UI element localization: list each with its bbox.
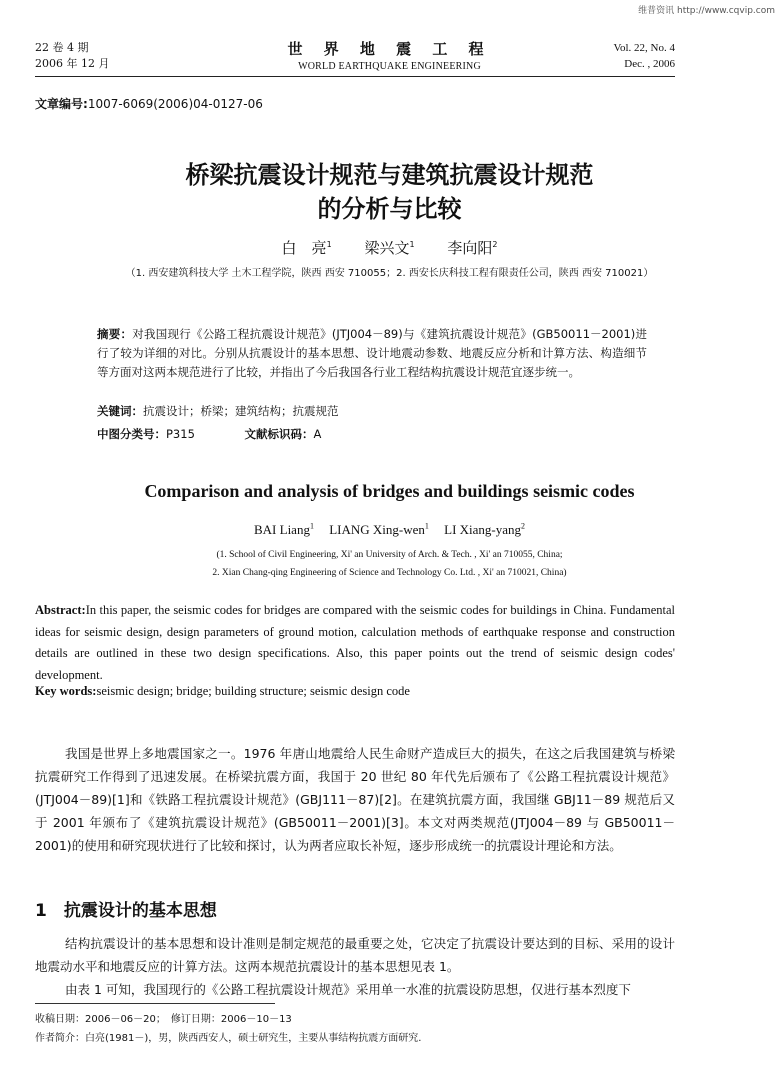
keywords-text-en: seismic design; bridge; building structure; seismic design code (96, 684, 410, 698)
journal-name-cn: 世 界 地 震 工 程 (287, 40, 492, 58)
keywords-label-en: Key words: (35, 684, 97, 698)
section-paragraph: 由表 1 可知，我国现行的《公路工程抗震设计规范》采用单一水准的抗震设防思想，仅进行基本烈度下 (65, 982, 631, 997)
author-en: LIANG Xing-wen$^1$ (329, 522, 429, 538)
abstract-label-en: Abstract: (35, 603, 86, 617)
clc-label: 中图分类号： (97, 427, 166, 441)
section-paragraph: 结构抗震设计的基本思想和设计准则是制定规范的最重要之处，它决定了抗震设计要达到的目标、采用的设计地震动水平和地震反应的计算方法。这两本规范抗震设计的基本思想见表 1。 (35, 936, 675, 974)
intro-paragraph: 我国是世界上多地震国家之一。1976 年唐山地震给人民生命财产造成巨大的损失，在这之后我国建筑与桥梁抗震研究工作得到了迅速发展。在桥梁抗震方面，我国于 20 世纪 80 年代先后颁布了《公路工程抗震设计规范》(JTJ004－89)[1]和《铁路工程抗震设计规范》(GBJ111－87)[2]。在建筑抗震方面，我国继 GBJ11－89 规范后又于 2001 年颁布了《建筑抗震设计规范》(GB50011－2001)[3]。本文对两类规范(JTJ004－89 与 GB50011－2001)的使用和研究现状进行了比较和探讨，认为两者应取长补短，逐步形成统一的抗震设计理论和方法。 (35, 746, 675, 853)
issue-date-en: Dec. , 2006 (624, 58, 675, 70)
affiliation-line-2: 2. Xian Chang-qing Engineering of Science and Technology Co. Ltd. , Xi' an 710021, China) (212, 568, 567, 578)
volume-issue-en: Vol. 22, No. 4 (613, 42, 675, 54)
author: 李向阳$^2$ (447, 239, 498, 257)
volume-issue: 22 卷 4 期 (35, 41, 89, 54)
affiliations-cn: （1. 西安建筑科技大学 土木工程学院，陕西 西安 710055；2. 西安长庆科技工程有限责任公司，陕西 西安 710021） (125, 268, 654, 279)
title-line-2: 的分析与比较 (317, 195, 462, 223)
author-en: BAI Liang$^1$ (253, 522, 314, 538)
article-number (35, 95, 263, 112)
abstract-cn (97, 325, 647, 382)
footnote-rule (35, 1003, 275, 1004)
issue-info-en (613, 40, 675, 72)
keywords-label-cn: 关键词： (97, 404, 143, 418)
author: 白 亮$^1$ (281, 239, 332, 257)
affiliations-en (0, 546, 779, 582)
footnote-received: 收稿日期：2006－06－20； 修订日期：2006－10－13 (35, 1014, 292, 1025)
classification-line (97, 426, 321, 442)
paper-title-cn (0, 158, 779, 226)
abstract-text-en: In this paper, the seismic codes for bridges are compared with the seismic codes for buildings in China. Fundamental ideas for seismic design, design parameters of ground motion, calculation methods of earthquake response and construction details are outlined in these two design specifications. Also, this paper points out the trend of seismic design codes' development. (35, 603, 675, 682)
doc-code-label: 文献标识码： (244, 427, 314, 441)
abstract-text-cn: 对我国现行《公路工程抗震设计规范》(JTJ004－89)与《建筑抗震设计规范》(GB50011－2001)进行了较为详细的对比。分别从抗震设计的基本思想、设计地震动参数、地震反应分析和计算方法、构造细节等方面对这两本规范进行了比较，并指出了今后我国各行业工程结构抗震设计规范宜逐步统一。 (97, 327, 648, 379)
author-en: LI Xiang-yang$^2$ (444, 522, 526, 538)
clc-value: P315 (166, 427, 195, 441)
issue-date: 2006 年 12 月 (35, 57, 110, 70)
title-line-1: 桥梁抗震设计规范与建筑抗震设计规范 (185, 161, 594, 189)
keywords-en (35, 684, 410, 699)
author-list-cn (0, 237, 779, 258)
journal-name-en: WORLD EARTHQUAKE ENGINEERING (298, 61, 481, 72)
keywords-cn (97, 403, 339, 419)
footnote-author-bio: 作者简介：白亮(1981－)，男，陕西西安人，硕士研究生，主要从事结构抗震方面研究. (35, 1033, 422, 1044)
article-number-label: 文章编号: (35, 97, 88, 111)
abstract-label-cn: 摘要： (97, 327, 133, 341)
article-number-value: 1007-6069(2006)04-0127-06 (87, 97, 263, 111)
watermark-text: 维普资讯 http://www.cqvip.com (638, 6, 775, 16)
doc-code-value: A (313, 427, 322, 441)
author-list-en (0, 522, 779, 538)
section-heading: 1 抗震设计的基本思想 (35, 901, 217, 921)
abstract-en (35, 600, 675, 686)
paper-title-en: Comparison and analysis of bridges and buildings seismic codes (144, 481, 635, 501)
author: 梁兴文$^1$ (364, 239, 415, 257)
affiliation-line-1: (1. School of Civil Engineering, Xi' an University of Arch. & Tech. , Xi' an 710055, China; (216, 550, 563, 560)
keywords-text-cn: 抗震设计；桥梁；建筑结构；抗震规范 (143, 404, 339, 418)
header-rule (35, 76, 675, 77)
